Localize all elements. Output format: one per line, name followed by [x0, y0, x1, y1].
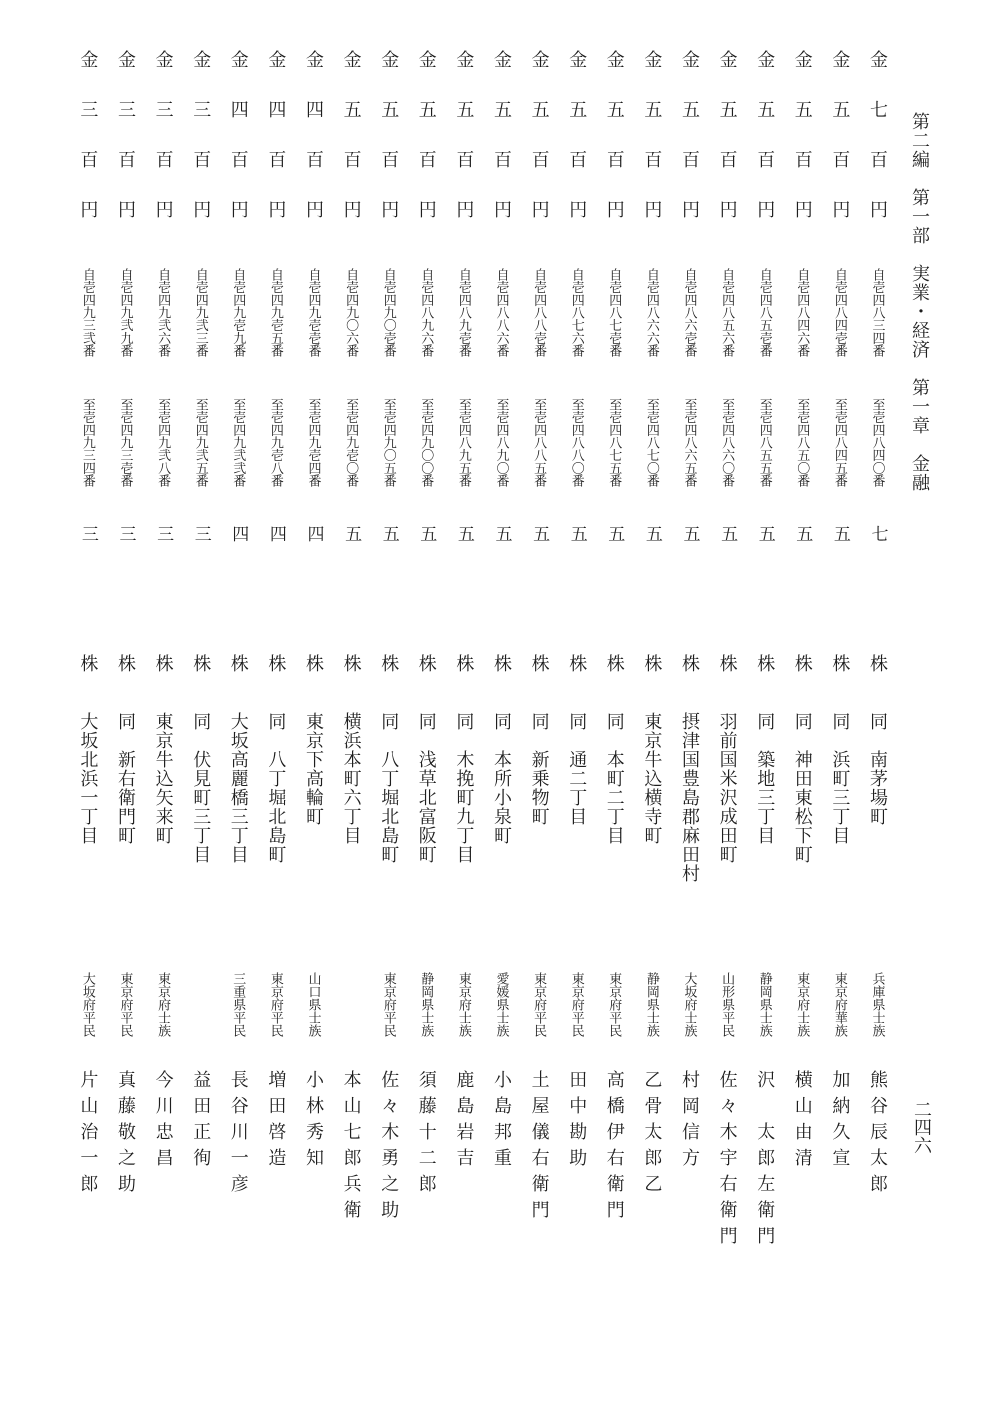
share-number-to: 至壱四九三四番 [79, 398, 95, 487]
register-entry [483, 0, 519, 1408]
share-number-from: 自壱四八七六番 [568, 268, 584, 357]
holder-address: 同 築地三丁目 [754, 712, 776, 845]
holder-address: 同 浅草北富阪町 [415, 712, 437, 864]
share-amount: 金三百円 [152, 50, 174, 250]
holder-address: 同 新乗物町 [528, 712, 550, 826]
share-number-to: 至壱四八九〇番 [493, 398, 509, 487]
share-count: 五 [604, 525, 625, 542]
running-header: 第二編 第一部 実業・経済 第一章 金融 [909, 112, 930, 492]
holder-name: 鹿島岩吉 [453, 1070, 475, 1174]
share-kind: 株 [303, 654, 324, 672]
share-count: 五 [829, 525, 850, 542]
share-number-to: 至壱四八五五番 [756, 398, 772, 487]
share-number-from: 自壱四九弐六番 [155, 268, 171, 357]
register-entry [521, 0, 557, 1408]
share-count: 四 [228, 525, 249, 542]
holder-address: 羽前国米沢成田町 [716, 712, 738, 864]
share-count: 三 [115, 525, 136, 542]
share-number-from: 自壱四八四壱番 [831, 268, 847, 357]
holder-address: 横浜本町六丁目 [340, 712, 362, 845]
register-entry [709, 0, 745, 1408]
share-number-from: 自壱四八八壱番 [531, 268, 547, 357]
register-entry [784, 0, 820, 1408]
holder-status: 東京府平民 [531, 972, 547, 1037]
holder-address: 東京下高輪町 [303, 712, 324, 826]
register-entry [445, 0, 481, 1408]
share-kind: 株 [641, 654, 663, 672]
share-count: 四 [303, 525, 324, 542]
share-count: 五 [566, 525, 587, 542]
share-amount: 金五百円 [340, 50, 362, 250]
share-number-to: 至壱四九〇〇番 [418, 398, 434, 487]
share-number-from: 自壱四九弐九番 [117, 268, 133, 357]
share-number-from: 自壱四九壱九番 [230, 268, 246, 357]
holder-name: 益田正徇 [190, 1070, 212, 1174]
holder-name: 真藤敬之助 [115, 1070, 136, 1200]
share-count: 五 [641, 525, 662, 542]
share-number-to: 至壱四八六五番 [681, 398, 697, 487]
register-entry [333, 0, 369, 1408]
share-number-from: 自壱四八五六番 [719, 268, 735, 357]
holder-status: 山口県士族 [305, 972, 321, 1037]
holder-name: 増田啓造 [265, 1070, 287, 1174]
share-number-to: 至壱四八四五番 [831, 398, 847, 487]
holder-status: 東京府平民 [117, 972, 133, 1037]
holder-name: 横山由清 [791, 1070, 813, 1174]
holder-name: 乙骨太郎乙 [641, 1070, 663, 1200]
register-entry [145, 0, 181, 1408]
holder-name: 小林秀知 [303, 1070, 324, 1174]
share-number-to: 至壱四九弐八番 [155, 398, 171, 487]
share-number-to: 至壱四九〇五番 [380, 398, 396, 487]
share-kind: 株 [190, 654, 212, 672]
share-number-to: 至壱四九弐弐番 [230, 398, 246, 487]
register-entry [295, 0, 331, 1408]
holder-status: 静岡県士族 [418, 972, 434, 1037]
share-amount: 金七百円 [867, 50, 888, 250]
share-kind: 株 [603, 654, 625, 672]
share-amount: 金四百円 [265, 50, 287, 250]
share-count: 五 [792, 525, 813, 542]
register-entry [821, 0, 857, 1408]
share-count: 三 [77, 525, 98, 542]
share-number-to: 至壱四八八〇番 [568, 398, 584, 487]
register-entry [182, 0, 218, 1408]
register-entry [859, 0, 895, 1408]
share-number-to: 至壱四九壱四番 [305, 398, 321, 487]
register-entry [257, 0, 293, 1408]
share-amount: 金五百円 [754, 50, 776, 250]
holder-status: 大坂府士族 [681, 972, 697, 1037]
share-count: 五 [378, 525, 399, 542]
share-amount: 金五百円 [378, 50, 400, 250]
holder-address: 同 浜町三丁目 [829, 712, 851, 845]
share-amount: 金五百円 [453, 50, 475, 250]
share-amount: 金三百円 [77, 50, 99, 250]
share-kind: 株 [415, 654, 437, 672]
holder-status: 兵庫県士族 [869, 972, 885, 1037]
register-entry [408, 0, 444, 1408]
share-number-from: 自壱四八七壱番 [606, 268, 622, 357]
share-amount: 金五百円 [528, 50, 550, 250]
holder-status: 東京府士族 [455, 972, 471, 1037]
share-kind: 株 [829, 654, 851, 672]
share-count: 三 [190, 525, 211, 542]
share-count: 七 [867, 525, 888, 542]
share-number-from: 自壱四八五壱番 [756, 268, 772, 357]
share-count: 五 [491, 525, 512, 542]
holder-status: 東京府平民 [267, 972, 283, 1037]
share-kind: 株 [867, 654, 888, 672]
share-count: 五 [416, 525, 437, 542]
share-kind: 株 [754, 654, 776, 672]
register-entry [370, 0, 406, 1408]
share-number-from: 自壱四八九六番 [418, 268, 434, 357]
share-number-from: 自壱四八八六番 [493, 268, 509, 357]
holder-status: 愛媛県士族 [493, 972, 509, 1037]
share-number-from: 自壱四九〇六番 [343, 268, 359, 357]
holder-status: 東京府平民 [606, 972, 622, 1037]
share-number-to: 至壱四九壱八番 [267, 398, 283, 487]
share-kind: 株 [378, 654, 400, 672]
holder-address: 同 八丁堀北島町 [378, 712, 400, 864]
share-number-from: 自壱四九三弐番 [79, 268, 95, 357]
share-number-from: 自壱四八三四番 [869, 268, 885, 357]
holder-name: 長谷川一彦 [227, 1070, 249, 1200]
share-kind: 株 [265, 654, 287, 672]
share-count: 五 [717, 525, 738, 542]
share-amount: 金五百円 [791, 50, 813, 250]
share-kind: 株 [227, 654, 249, 672]
share-kind: 株 [566, 654, 588, 672]
share-amount: 金五百円 [641, 50, 663, 250]
share-number-to: 至壱四八五〇番 [794, 398, 810, 487]
share-amount: 金三百円 [190, 50, 212, 250]
share-number-to: 至壱四九三壱番 [117, 398, 133, 487]
holder-address: 東京牛込矢来町 [152, 712, 174, 845]
share-kind: 株 [340, 654, 362, 672]
share-kind: 株 [679, 654, 700, 672]
share-count: 五 [341, 525, 362, 542]
share-number-to: 至壱四八四〇番 [869, 398, 885, 487]
holder-name: 土屋儀右衛門 [528, 1070, 550, 1226]
holder-name: 片山治一郎 [77, 1070, 99, 1200]
register-entry [596, 0, 632, 1408]
holder-name: 田中勘助 [566, 1070, 588, 1174]
share-kind: 株 [152, 654, 174, 672]
holder-address: 同 八丁堀北島町 [265, 712, 287, 864]
share-amount: 金五百円 [491, 50, 512, 250]
share-number-from: 自壱四八六六番 [643, 268, 659, 357]
share-number-from: 自壱四八六壱番 [681, 268, 697, 357]
holder-name: 小島邦重 [491, 1070, 512, 1174]
holder-status: 東京府平民 [568, 972, 584, 1037]
share-kind: 株 [115, 654, 136, 672]
share-number-from: 自壱四八四六番 [794, 268, 810, 357]
holder-address: 大坂高麗橋三丁目 [227, 712, 249, 864]
share-kind: 株 [791, 654, 813, 672]
holder-name: 熊谷辰太郎 [867, 1070, 888, 1200]
holder-address: 大坂北浜一丁目 [77, 712, 99, 845]
share-kind: 株 [528, 654, 550, 672]
holder-address: 同 本所小泉町 [491, 712, 512, 845]
share-number-to: 至壱四九弐五番 [192, 398, 208, 487]
holder-name: 村岡信方 [679, 1070, 700, 1174]
holder-name: 高橋伊右衛門 [603, 1070, 625, 1226]
share-count: 五 [529, 525, 550, 542]
holder-address: 同 本町二丁目 [603, 712, 625, 845]
holder-status: 山形県平民 [719, 972, 735, 1037]
share-amount: 金四百円 [227, 50, 249, 250]
holder-status: 東京府華族 [831, 972, 847, 1037]
share-number-from: 自壱四八九壱番 [455, 268, 471, 357]
share-count: 五 [679, 525, 700, 542]
share-number-from: 自壱四九弐三番 [192, 268, 208, 357]
share-count: 五 [453, 525, 474, 542]
holder-address: 同 通二丁目 [566, 712, 588, 826]
share-amount: 金四百円 [303, 50, 324, 250]
share-number-to: 至壱四八七五番 [606, 398, 622, 487]
holder-status: 東京府士族 [794, 972, 810, 1037]
share-kind: 株 [716, 654, 738, 672]
share-amount: 金五百円 [829, 50, 851, 250]
register-entry [220, 0, 256, 1408]
holder-address: 同 新右衛門町 [115, 712, 136, 845]
holder-address: 同 神田東松下町 [791, 712, 813, 864]
holder-address: 同 南茅場町 [867, 712, 888, 826]
holder-name: 本山七郎兵衛 [340, 1070, 362, 1226]
share-count: 三 [153, 525, 174, 542]
holder-address: 同 木挽町九丁目 [453, 712, 475, 864]
holder-status: 静岡県士族 [643, 972, 659, 1037]
share-amount: 金五百円 [603, 50, 625, 250]
holder-status: 三重県平民 [230, 972, 246, 1037]
holder-address: 摂津国豊島郡麻田村 [679, 712, 700, 883]
holder-status: 東京府士族 [155, 972, 171, 1037]
share-amount: 金五百円 [679, 50, 700, 250]
holder-address: 東京牛込横寺町 [641, 712, 663, 845]
share-number-from: 自壱四九壱五番 [267, 268, 283, 357]
holder-name: 加納久宣 [829, 1070, 851, 1174]
register-entry [558, 0, 594, 1408]
holder-name: 今川忠昌 [152, 1070, 174, 1174]
share-number-to: 至壱四八九五番 [455, 398, 471, 487]
share-kind: 株 [77, 654, 99, 672]
register-entry [671, 0, 707, 1408]
holder-name: 佐々木宇右衛門 [716, 1070, 738, 1252]
share-number-from: 自壱四九〇壱番 [380, 268, 396, 357]
holder-name: 須藤十二郎 [415, 1070, 437, 1200]
holder-status: 静岡県士族 [756, 972, 772, 1037]
share-amount: 金五百円 [566, 50, 588, 250]
register-entry [746, 0, 782, 1408]
holder-name: 佐々木勇之助 [378, 1070, 400, 1226]
share-amount: 金五百円 [716, 50, 738, 250]
share-amount: 金三百円 [115, 50, 136, 250]
share-amount: 金五百円 [415, 50, 437, 250]
share-number-to: 至壱四八七〇番 [643, 398, 659, 487]
share-number-to: 至壱四九壱〇番 [343, 398, 359, 487]
holder-address: 同 伏見町三丁目 [190, 712, 212, 864]
register-entry [107, 0, 143, 1408]
register-entry [633, 0, 669, 1408]
share-number-from: 自壱四九壱壱番 [305, 268, 321, 357]
register-entry [69, 0, 105, 1408]
holder-status: 大坂府平民 [79, 972, 95, 1037]
share-count: 五 [754, 525, 775, 542]
share-kind: 株 [491, 654, 512, 672]
page-number: 二四六 [911, 1100, 932, 1154]
holder-name: 沢 太郎左衛門 [754, 1070, 776, 1252]
holder-status: 東京府平民 [380, 972, 396, 1037]
share-kind: 株 [453, 654, 475, 672]
share-count: 四 [265, 525, 286, 542]
share-number-to: 至壱四八八五番 [531, 398, 547, 487]
share-number-to: 至壱四八六〇番 [719, 398, 735, 487]
